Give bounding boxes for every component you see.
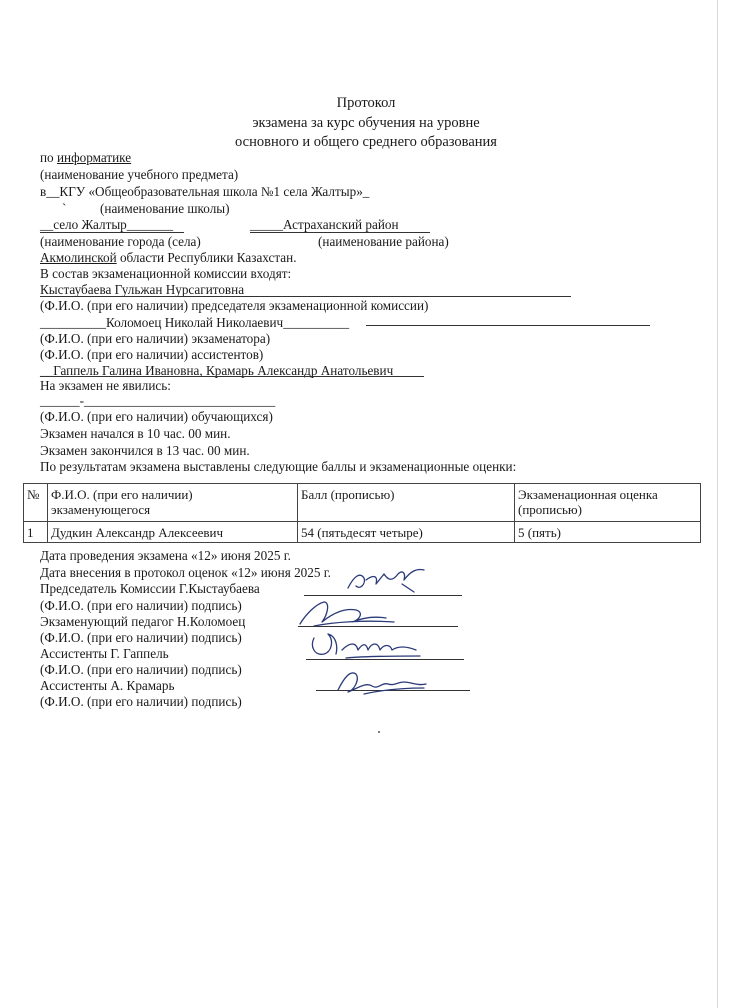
region-value: Акмолинской [40,250,117,265]
assistant1-signoff: Ассистенты Г. Гаппель [40,646,169,661]
chair-signoff: Председатель Комиссии Г.Кыстаубаева [40,581,260,596]
chair-underline [40,296,571,297]
school-line: в__КГУ «Общеобразовательная школа №1 села Жалтыр»_ [40,184,370,199]
absent-caption: (Ф.И.О. (при его наличии) обучающихся) [40,409,273,424]
commission-chair-caption: (Ф.И.О. (при его наличии) председателя экзаменационной комиссии) [40,298,429,313]
subject-caption: (наименование учебного предмета) [40,167,239,182]
scan-edge-line [717,0,718,1008]
chair-signature [340,562,440,596]
assistant1-signoff-caption: (Ф.И.О. (при его наличии) подпись) [40,662,242,677]
commission-assistants: __Гаппель Галина Ивановна, Крамарь Александр Анатольевич [40,363,394,378]
school-caption-mark: ` [62,201,67,216]
region-rest: области Республики Казахстан. [116,250,297,265]
city-value: __село Жалтыр_______ [40,217,173,232]
table-row [24,522,701,543]
district-value: _____Астраханский район [250,217,399,232]
exam-end: Экзамен закончился в 13 час. 00 мин. [40,443,250,458]
results-table [23,483,701,543]
entry-date: Дата внесения в протокол оценок «12» июня 2025 г. [40,565,331,580]
examiner-extra-underline [366,325,650,326]
table-header-cell: № [24,484,48,522]
district-underline [250,232,430,233]
table-cell-student-name: Дудкин Александр Алексеевич [48,522,298,543]
table-cell-number: 1 [24,522,48,543]
table-header-row [24,484,701,522]
city-caption: (наименование города (села) [40,234,201,249]
assistant1-signature [306,626,426,664]
table-cell-score: 54 (пятьдесят четыре) [298,522,515,543]
document-subtitle-line-2: основного и общего среднего образования [235,134,497,150]
absent-label: На экзамен не явились: [40,378,171,393]
assistant2-signoff-caption: (Ф.И.О. (при его наличии) подпись) [40,694,242,709]
scan-speck [378,731,380,733]
commission-assistants-caption: (Ф.И.О. (при его наличии) ассистентов) [40,347,264,362]
exam-start: Экзамен начался в 10 час. 00 мин. [40,426,231,441]
subject-line [40,150,131,166]
commission-intro: В состав экзаменационной комиссии входят: [40,266,292,281]
table-cell-grade: 5 (пять) [515,522,701,543]
chair-signoff-caption: (Ф.И.О. (при его наличии) подпись) [40,598,242,613]
subject-prefix: по [40,150,57,165]
commission-examiner: __________Коломоец Николай Николаевич__________ [40,315,350,330]
subject-value: информатике [56,150,132,165]
document-title: Протокол [336,95,396,111]
commission-chair: Кыстаубаева Гульжан Нурсагитовна [40,282,245,297]
table-header-cell: Балл (прописью) [298,484,515,522]
absent-value: ______-_____________________________ [40,393,276,408]
district-caption: (наименование района) [318,234,449,249]
table-header-cell: Экзаменационная оценка (прописью) [515,484,701,522]
region-line [40,250,297,266]
city-underline [40,232,184,233]
examiner-signoff-caption: (Ф.И.О. (при его наличии) подпись) [40,630,242,645]
assistant2-signature [334,664,434,700]
assistants-underline [40,376,424,377]
school-caption: (наименование школы) [100,201,230,216]
commission-examiner-caption: (Ф.И.О. (при его наличии) экзаменатора) [40,331,271,346]
table-header-cell: Ф.И.О. (при его наличии) экзаменующегося [48,484,298,522]
results-intro: По результатам экзамена выставлены следующие баллы и экзаменационные оценки: [40,459,517,474]
document-subtitle-line-1: экзамена за курс обучения на уровне [252,115,480,131]
examiner-signoff: Экзаменующий педагог Н.Коломоец [40,614,246,629]
assistant2-signoff: Ассистенты А. Крамарь [40,678,175,693]
exam-date: Дата проведения экзамена «12» июня 2025 г. [40,548,291,563]
